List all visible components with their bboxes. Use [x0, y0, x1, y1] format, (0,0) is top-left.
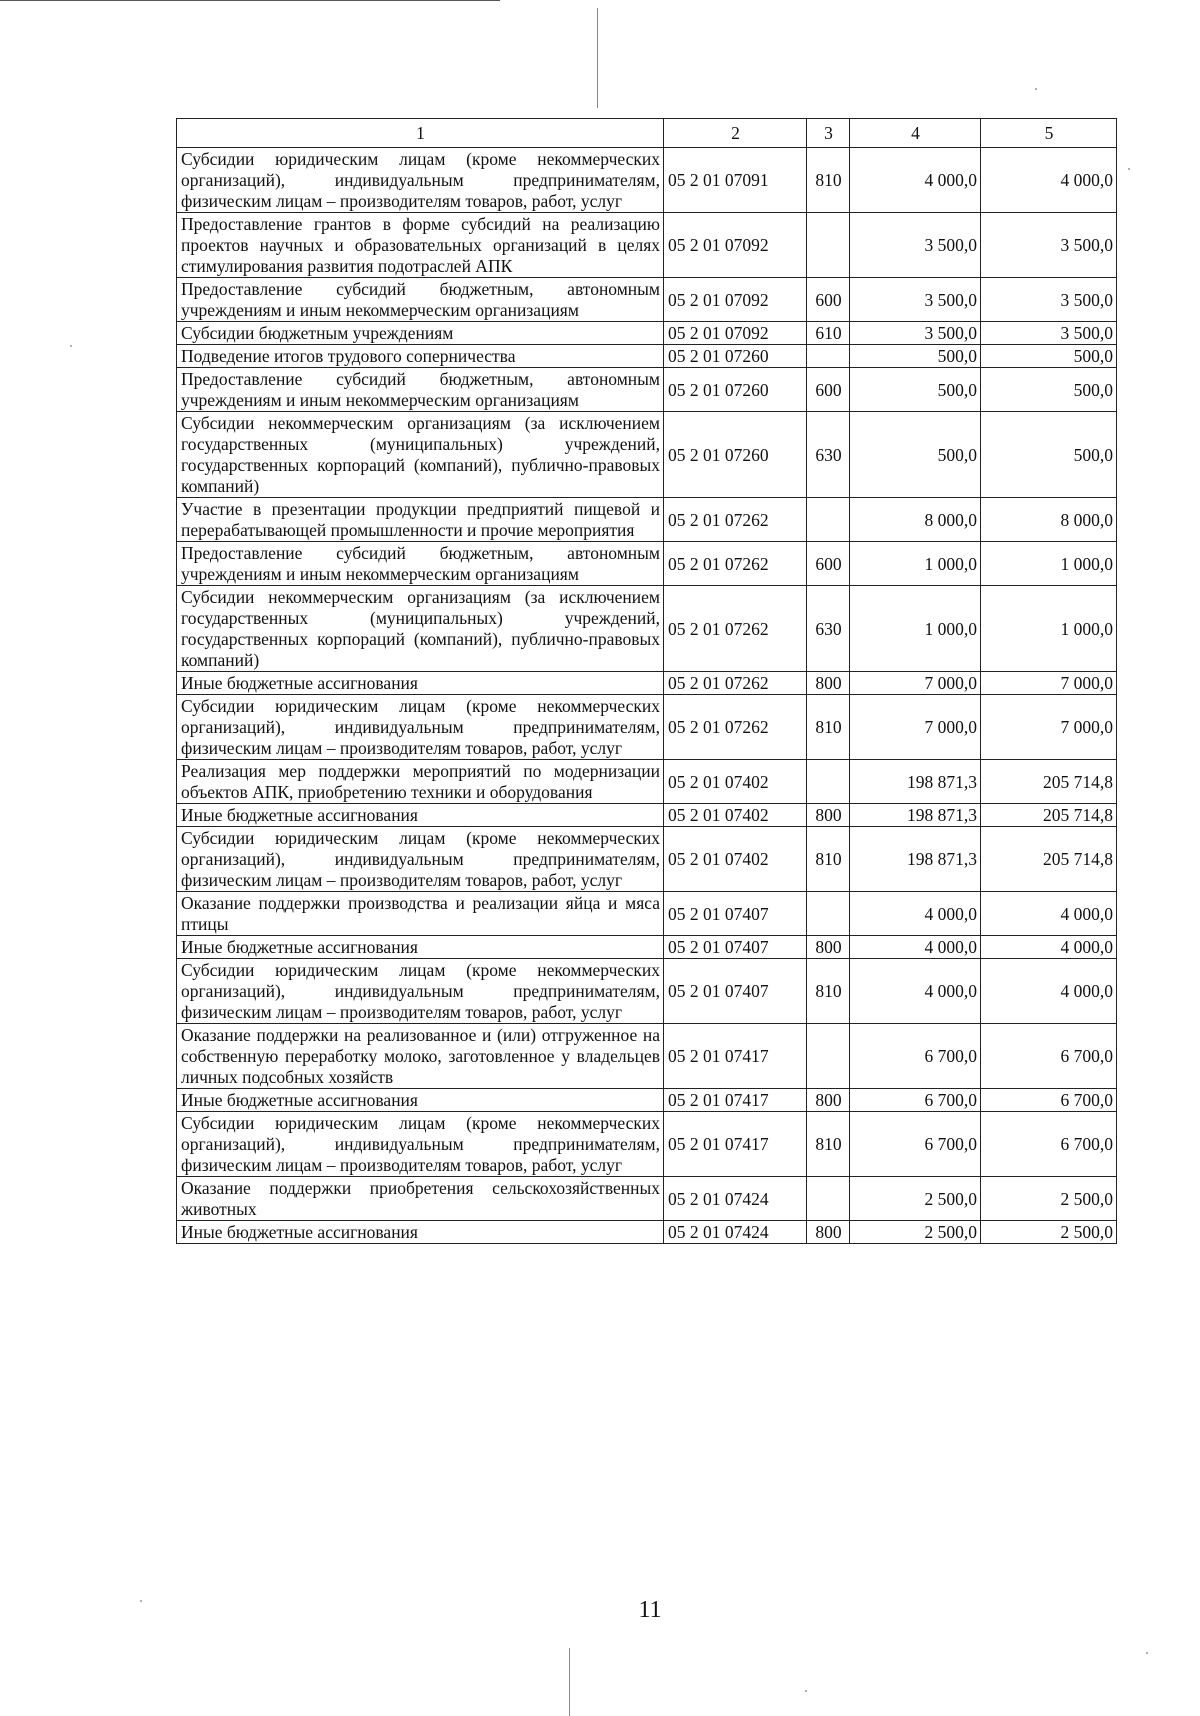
- cell-name: Предоставление субсидий бюджетным, автономным учреждениям и иным некоммерческим организациям: [177, 368, 664, 412]
- table-header-row: [177, 119, 1117, 148]
- cell-expense-type: [807, 892, 850, 936]
- cell-name: Предоставление субсидий бюджетным, автономным учреждениям и иным некоммерческим организациям: [177, 542, 664, 586]
- cell-expense-type: 810: [807, 827, 850, 892]
- cell-target-code: 05 2 01 07407: [664, 892, 807, 936]
- table-row: [177, 278, 1117, 322]
- cell-name: Оказание поддержки на реализованное и (или) отгруженное на собственную переработку молоко, заготовленное у владельцев личных подсобных хозяйств: [177, 1024, 664, 1089]
- cell-amount-year-1: 198 871,3: [850, 827, 981, 892]
- cell-expense-type: 600: [807, 542, 850, 586]
- cell-expense-type: [807, 1024, 850, 1089]
- cell-target-code: 05 2 01 07260: [664, 345, 807, 368]
- cell-amount-year-1: 6 700,0: [850, 1112, 981, 1177]
- table-row: [177, 498, 1117, 542]
- table-row: [177, 542, 1117, 586]
- cell-target-code: 05 2 01 07092: [664, 322, 807, 345]
- cell-name: Предоставление грантов в форме субсидий на реализацию проектов научных и образовательных организаций в целях стимулирования развития подотраслей АПК: [177, 213, 664, 278]
- budget-allocation-table: [176, 118, 1117, 1244]
- cell-amount-year-1: 4 000,0: [850, 959, 981, 1024]
- cell-amount-year-2: 7 000,0: [981, 695, 1117, 760]
- cell-expense-type: 810: [807, 695, 850, 760]
- table-row: [177, 760, 1117, 804]
- cell-amount-year-2: 4 000,0: [981, 936, 1117, 959]
- scan-fold-mark-top: [597, 8, 598, 108]
- cell-name: Субсидии некоммерческим организациям (за исключением государственных (муниципальных) учреждений, государственных корпораций (компаний), публично-правовых компаний): [177, 412, 664, 498]
- cell-target-code: 05 2 01 07417: [664, 1112, 807, 1177]
- cell-name: Подведение итогов трудового соперничества: [177, 345, 664, 368]
- cell-amount-year-1: 1 000,0: [850, 542, 981, 586]
- table-row: [177, 959, 1117, 1024]
- cell-name: Субсидии юридическим лицам (кроме некоммерческих организаций), индивидуальным предпринимателям, физическим лицам – производителям товаров, работ, услуг: [177, 148, 664, 213]
- cell-expense-type: 610: [807, 322, 850, 345]
- cell-amount-year-2: 500,0: [981, 412, 1117, 498]
- cell-amount-year-1: 2 500,0: [850, 1221, 981, 1244]
- cell-amount-year-2: 500,0: [981, 368, 1117, 412]
- cell-amount-year-1: 3 500,0: [850, 322, 981, 345]
- cell-target-code: 05 2 01 07091: [664, 148, 807, 213]
- cell-expense-type: 810: [807, 959, 850, 1024]
- cell-amount-year-2: 7 000,0: [981, 672, 1117, 695]
- cell-expense-type: 800: [807, 1221, 850, 1244]
- cell-expense-type: [807, 213, 850, 278]
- cell-expense-type: [807, 498, 850, 542]
- table-row: [177, 1177, 1117, 1221]
- cell-target-code: 05 2 01 07260: [664, 368, 807, 412]
- cell-name: Иные бюджетные ассигнования: [177, 936, 664, 959]
- cell-target-code: 05 2 01 07407: [664, 936, 807, 959]
- cell-amount-year-1: 2 500,0: [850, 1177, 981, 1221]
- cell-amount-year-2: 205 714,8: [981, 760, 1117, 804]
- table-row: [177, 213, 1117, 278]
- scan-speck: [70, 345, 72, 347]
- cell-target-code: 05 2 01 07402: [664, 760, 807, 804]
- cell-amount-year-1: 6 700,0: [850, 1089, 981, 1112]
- cell-name: Иные бюджетные ассигнования: [177, 1221, 664, 1244]
- cell-target-code: 05 2 01 07424: [664, 1177, 807, 1221]
- cell-name: Субсидии бюджетным учреждениям: [177, 322, 664, 345]
- cell-amount-year-1: 500,0: [850, 412, 981, 498]
- cell-amount-year-2: 3 500,0: [981, 278, 1117, 322]
- table-row: [177, 345, 1117, 368]
- cell-target-code: 05 2 01 07417: [664, 1024, 807, 1089]
- cell-amount-year-2: 500,0: [981, 345, 1117, 368]
- column-header-3: 3: [807, 119, 850, 148]
- cell-expense-type: [807, 1177, 850, 1221]
- column-header-4: 4: [850, 119, 981, 148]
- cell-name: Оказание поддержки производства и реализации яйца и мяса птицы: [177, 892, 664, 936]
- cell-expense-type: 630: [807, 586, 850, 672]
- cell-amount-year-1: 500,0: [850, 345, 981, 368]
- cell-amount-year-1: 198 871,3: [850, 760, 981, 804]
- cell-amount-year-2: 6 700,0: [981, 1112, 1117, 1177]
- cell-expense-type: 800: [807, 804, 850, 827]
- scan-speck: [1128, 168, 1130, 170]
- page-number: 11: [638, 1597, 662, 1623]
- table-row: [177, 892, 1117, 936]
- cell-amount-year-2: 4 000,0: [981, 148, 1117, 213]
- cell-target-code: 05 2 01 07262: [664, 672, 807, 695]
- table-row: [177, 322, 1117, 345]
- cell-target-code: 05 2 01 07260: [664, 412, 807, 498]
- cell-amount-year-1: 4 000,0: [850, 148, 981, 213]
- table-row: [177, 148, 1117, 213]
- cell-amount-year-2: 2 500,0: [981, 1221, 1117, 1244]
- column-header-2: 2: [664, 119, 807, 148]
- cell-expense-type: [807, 345, 850, 368]
- cell-target-code: 05 2 01 07092: [664, 278, 807, 322]
- cell-amount-year-1: 8 000,0: [850, 498, 981, 542]
- cell-expense-type: 800: [807, 1089, 850, 1112]
- cell-name: Субсидии юридическим лицам (кроме некоммерческих организаций), индивидуальным предпринимателям, физическим лицам – производителям товаров, работ, услуг: [177, 959, 664, 1024]
- cell-name: Иные бюджетные ассигнования: [177, 804, 664, 827]
- cell-target-code: 05 2 01 07092: [664, 213, 807, 278]
- table-row: [177, 672, 1117, 695]
- cell-target-code: 05 2 01 07407: [664, 959, 807, 1024]
- cell-expense-type: 800: [807, 936, 850, 959]
- table-row: [177, 1089, 1117, 1112]
- cell-amount-year-2: 1 000,0: [981, 542, 1117, 586]
- cell-amount-year-2: 4 000,0: [981, 892, 1117, 936]
- cell-amount-year-2: 8 000,0: [981, 498, 1117, 542]
- cell-amount-year-1: 198 871,3: [850, 804, 981, 827]
- table-row: [177, 804, 1117, 827]
- cell-amount-year-2: 205 714,8: [981, 804, 1117, 827]
- cell-name: Предоставление субсидий бюджетным, автономным учреждениям и иным некоммерческим организациям: [177, 278, 664, 322]
- cell-target-code: 05 2 01 07417: [664, 1089, 807, 1112]
- table-row: [177, 936, 1117, 959]
- column-header-1: 1: [177, 119, 664, 148]
- cell-name: Иные бюджетные ассигнования: [177, 1089, 664, 1112]
- cell-target-code: 05 2 01 07424: [664, 1221, 807, 1244]
- cell-amount-year-1: 4 000,0: [850, 936, 981, 959]
- table-row: [177, 1112, 1117, 1177]
- cell-name: Оказание поддержки приобретения сельскохозяйственных животных: [177, 1177, 664, 1221]
- cell-amount-year-2: 4 000,0: [981, 959, 1117, 1024]
- table-row: [177, 827, 1117, 892]
- table-row: [177, 586, 1117, 672]
- cell-amount-year-1: 3 500,0: [850, 278, 981, 322]
- cell-expense-type: 600: [807, 368, 850, 412]
- cell-amount-year-1: 6 700,0: [850, 1024, 981, 1089]
- top-edge-rule: [0, 0, 500, 1]
- cell-name: Реализация мер поддержки мероприятий по модернизации объектов АПК, приобретению техники и оборудования: [177, 760, 664, 804]
- cell-amount-year-1: 3 500,0: [850, 213, 981, 278]
- cell-name: Субсидии юридическим лицам (кроме некоммерческих организаций), индивидуальным предпринимателям, физическим лицам – производителям товаров, работ, услуг: [177, 1112, 664, 1177]
- cell-name: Субсидии некоммерческим организациям (за исключением государственных (муниципальных) учреждений, государственных корпораций (компаний), публично-правовых компаний): [177, 586, 664, 672]
- scan-speck: [1146, 1652, 1148, 1654]
- scan-speck: [1035, 88, 1037, 90]
- table-body: [177, 148, 1117, 1244]
- cell-expense-type: 630: [807, 412, 850, 498]
- cell-name: Участие в презентации продукции предприятий пищевой и перерабатывающей промышленности и прочие мероприятия: [177, 498, 664, 542]
- cell-target-code: 05 2 01 07262: [664, 498, 807, 542]
- cell-amount-year-1: 7 000,0: [850, 672, 981, 695]
- cell-amount-year-1: 4 000,0: [850, 892, 981, 936]
- cell-name: Субсидии юридическим лицам (кроме некоммерческих организаций), индивидуальным предпринимателям, физическим лицам – производителям товаров, работ, услуг: [177, 827, 664, 892]
- scan-speck: [805, 1690, 807, 1692]
- cell-expense-type: [807, 760, 850, 804]
- cell-target-code: 05 2 01 07402: [664, 804, 807, 827]
- cell-amount-year-2: 6 700,0: [981, 1024, 1117, 1089]
- cell-amount-year-2: 205 714,8: [981, 827, 1117, 892]
- column-header-5: 5: [981, 119, 1117, 148]
- cell-amount-year-1: 500,0: [850, 368, 981, 412]
- cell-amount-year-2: 1 000,0: [981, 586, 1117, 672]
- cell-amount-year-1: 1 000,0: [850, 586, 981, 672]
- cell-expense-type: 600: [807, 278, 850, 322]
- table-row: [177, 368, 1117, 412]
- cell-expense-type: 810: [807, 148, 850, 213]
- cell-name: Субсидии юридическим лицам (кроме некоммерческих организаций), индивидуальным предпринимателям, физическим лицам – производителям товаров, работ, услуг: [177, 695, 664, 760]
- cell-amount-year-2: 3 500,0: [981, 322, 1117, 345]
- cell-target-code: 05 2 01 07262: [664, 542, 807, 586]
- table-row: [177, 1221, 1117, 1244]
- table-row: [177, 412, 1117, 498]
- cell-expense-type: 810: [807, 1112, 850, 1177]
- scan-fold-mark-bottom: [569, 1648, 570, 1716]
- cell-expense-type: 800: [807, 672, 850, 695]
- cell-amount-year-2: 2 500,0: [981, 1177, 1117, 1221]
- cell-name: Иные бюджетные ассигнования: [177, 672, 664, 695]
- cell-amount-year-2: 6 700,0: [981, 1089, 1117, 1112]
- cell-amount-year-2: 3 500,0: [981, 213, 1117, 278]
- table-row: [177, 695, 1117, 760]
- cell-target-code: 05 2 01 07262: [664, 586, 807, 672]
- cell-target-code: 05 2 01 07402: [664, 827, 807, 892]
- table-row: [177, 1024, 1117, 1089]
- cell-target-code: 05 2 01 07262: [664, 695, 807, 760]
- cell-amount-year-1: 7 000,0: [850, 695, 981, 760]
